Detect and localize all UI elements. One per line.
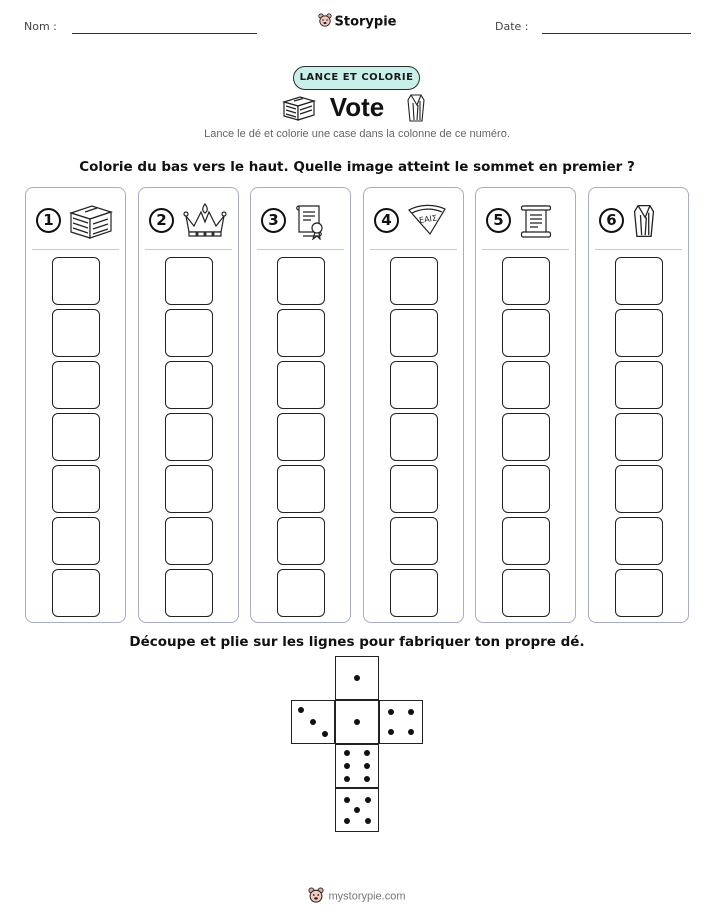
column-divider bbox=[595, 249, 682, 250]
coloring-box[interactable] bbox=[165, 569, 213, 617]
column-header bbox=[372, 202, 456, 242]
dice-pip bbox=[364, 776, 370, 782]
column-header bbox=[147, 202, 231, 242]
coloring-box[interactable] bbox=[165, 517, 213, 565]
dice-face-6 bbox=[335, 744, 379, 788]
dice-column-6 bbox=[588, 187, 689, 623]
dice-pip bbox=[388, 729, 394, 735]
dice-pip bbox=[344, 818, 350, 824]
dice-face-1 bbox=[335, 656, 379, 700]
coloring-box[interactable] bbox=[615, 309, 663, 357]
coloring-box[interactable] bbox=[52, 361, 100, 409]
coloring-box[interactable] bbox=[502, 309, 550, 357]
coloring-box[interactable] bbox=[615, 517, 663, 565]
coloring-box[interactable] bbox=[277, 257, 325, 305]
ballot-box-icon bbox=[68, 202, 114, 244]
column-divider bbox=[370, 249, 457, 250]
name-line bbox=[72, 33, 257, 34]
coloring-box[interactable] bbox=[390, 517, 438, 565]
coloring-box[interactable] bbox=[502, 465, 550, 513]
column-header bbox=[259, 202, 343, 242]
crown-icon bbox=[181, 202, 229, 242]
activity-badge: LANCE ET COLORIE bbox=[293, 66, 420, 90]
coloring-box[interactable] bbox=[615, 361, 663, 409]
column-header bbox=[484, 202, 568, 242]
coloring-box[interactable] bbox=[390, 465, 438, 513]
coloring-box[interactable] bbox=[390, 569, 438, 617]
coloring-box[interactable] bbox=[277, 309, 325, 357]
toga-icon bbox=[631, 202, 657, 244]
dice-pip bbox=[298, 707, 304, 713]
dice-pip bbox=[354, 807, 360, 813]
coloring-box[interactable] bbox=[502, 517, 550, 565]
column-divider bbox=[145, 249, 232, 250]
coloring-box[interactable] bbox=[165, 257, 213, 305]
page-title: Vote bbox=[329, 92, 385, 122]
dice-face-4 bbox=[379, 700, 423, 744]
dice-pip bbox=[322, 731, 328, 737]
dice-pip bbox=[364, 750, 370, 756]
coloring-box[interactable] bbox=[52, 257, 100, 305]
coloring-box[interactable] bbox=[615, 257, 663, 305]
brand-logo bbox=[0, 13, 714, 31]
column-divider bbox=[482, 249, 569, 250]
coloring-box[interactable] bbox=[502, 569, 550, 617]
name-label: Nom : bbox=[24, 20, 57, 33]
dice-pip bbox=[344, 776, 350, 782]
coloring-box[interactable] bbox=[502, 257, 550, 305]
coloring-box[interactable] bbox=[52, 309, 100, 357]
column-header bbox=[597, 202, 681, 242]
coloring-box[interactable] bbox=[52, 569, 100, 617]
diploma-scroll-icon bbox=[293, 202, 329, 244]
dice-pip bbox=[408, 709, 414, 715]
dice-pip bbox=[344, 797, 350, 803]
column-divider bbox=[32, 249, 119, 250]
coloring-instruction: Colorie du bas vers le haut. Quelle image atteint le sommet en premier ? bbox=[79, 159, 635, 175]
footer-url: mystorypie.com bbox=[328, 890, 406, 903]
dice-face-5 bbox=[335, 788, 379, 832]
toga-icon bbox=[405, 93, 427, 127]
dice-face-1 bbox=[335, 700, 379, 744]
column-divider bbox=[257, 249, 344, 250]
bear-logo-icon bbox=[308, 887, 324, 906]
dice-column-2 bbox=[138, 187, 239, 623]
dice-column-5 bbox=[475, 187, 576, 623]
coloring-box[interactable] bbox=[165, 465, 213, 513]
dice-pip bbox=[310, 719, 316, 725]
coloring-box[interactable] bbox=[165, 309, 213, 357]
coloring-box[interactable] bbox=[615, 569, 663, 617]
date-line bbox=[542, 33, 691, 34]
coloring-box[interactable] bbox=[277, 517, 325, 565]
dice-pip bbox=[344, 763, 350, 769]
column-number: 5 bbox=[486, 208, 511, 233]
dice-face-3 bbox=[291, 700, 335, 744]
coloring-box[interactable] bbox=[277, 569, 325, 617]
coloring-box[interactable] bbox=[390, 309, 438, 357]
coloring-box[interactable] bbox=[277, 361, 325, 409]
column-number: 2 bbox=[149, 208, 174, 233]
coloring-box[interactable] bbox=[390, 413, 438, 461]
dice-pip bbox=[365, 797, 371, 803]
coloring-box[interactable] bbox=[52, 413, 100, 461]
coloring-box[interactable] bbox=[277, 413, 325, 461]
coloring-box[interactable] bbox=[502, 361, 550, 409]
coloring-box[interactable] bbox=[277, 465, 325, 513]
column-number: 4 bbox=[374, 208, 399, 233]
dice-instruction: Découpe et plie sur les lignes pour fabriquer ton propre dé. bbox=[129, 634, 585, 650]
dice-column-3 bbox=[250, 187, 351, 623]
coloring-box[interactable] bbox=[615, 465, 663, 513]
column-number: 6 bbox=[599, 208, 624, 233]
dice-column-1 bbox=[25, 187, 126, 623]
dice-pip bbox=[354, 675, 360, 681]
coloring-box[interactable] bbox=[390, 257, 438, 305]
dice-pip bbox=[365, 818, 371, 824]
coloring-box[interactable] bbox=[390, 361, 438, 409]
coloring-box[interactable] bbox=[502, 413, 550, 461]
bear-logo-icon bbox=[318, 13, 332, 31]
brand-name: Storypie bbox=[334, 14, 397, 30]
dice-pip bbox=[364, 763, 370, 769]
page-subtitle: Lance le dé et colorie une case dans la colonne de ce numéro. bbox=[204, 128, 510, 140]
column-number: 3 bbox=[261, 208, 286, 233]
column-number: 1 bbox=[36, 208, 61, 233]
dice-pip bbox=[388, 709, 394, 715]
column-header bbox=[34, 202, 118, 242]
parchment-scroll-icon bbox=[518, 202, 554, 244]
coloring-box[interactable] bbox=[52, 517, 100, 565]
pottery-shard-icon bbox=[406, 202, 448, 240]
coloring-box[interactable] bbox=[165, 361, 213, 409]
svg-text:EAIΣ: EAIΣ bbox=[418, 213, 438, 225]
date-label: Date : bbox=[495, 20, 529, 33]
dice-pip bbox=[344, 750, 350, 756]
coloring-box[interactable] bbox=[52, 465, 100, 513]
dice-column-4 bbox=[363, 187, 464, 623]
footer bbox=[0, 887, 714, 906]
dice-pip bbox=[354, 719, 360, 725]
coloring-box[interactable] bbox=[165, 413, 213, 461]
coloring-box[interactable] bbox=[615, 413, 663, 461]
dice-pip bbox=[408, 729, 414, 735]
